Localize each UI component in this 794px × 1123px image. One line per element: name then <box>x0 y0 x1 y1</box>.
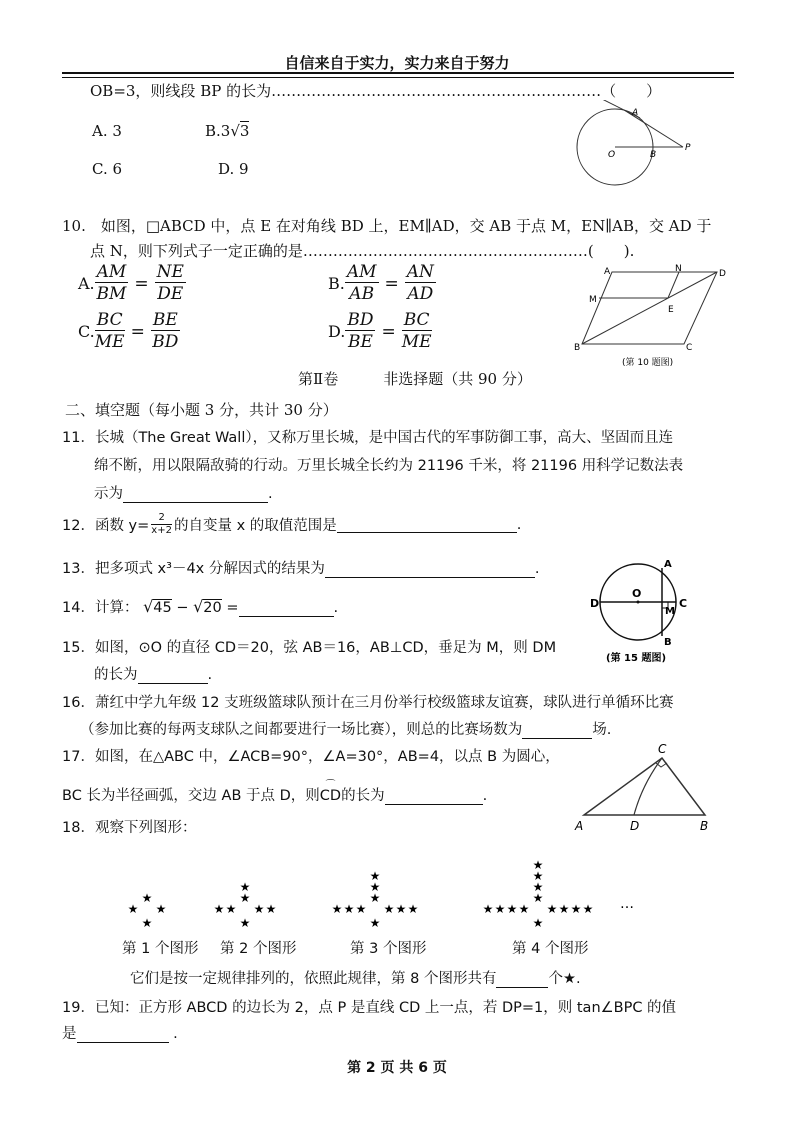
star-mark: ★ <box>383 902 395 916</box>
q16-line1: 16．萧红中学九年级 12 支班级篮球队预计在三月份举行校级篮球友谊赛，球队进行单循环比赛 <box>62 695 674 711</box>
q9-option-a: A. 3 <box>92 122 122 140</box>
header-rule-thin <box>62 77 734 78</box>
q12-line: 12．函数 y= $\frac{2}{x+2}$ 的自变量 x 的取值范围是 . <box>62 512 522 536</box>
star-mark: ★ <box>532 869 544 883</box>
q9-option-b: B.3√3 <box>205 122 250 140</box>
star-mark: ★ <box>532 880 544 894</box>
q10-option-d: D. $\frac{BD}{BE}$ = $\frac{BC}{ME}$ <box>328 310 432 352</box>
q18-caption-1: 第 1 个图形 <box>122 941 199 957</box>
svg-text:N: N <box>675 264 682 274</box>
star-mark: ★ <box>213 902 225 916</box>
section-2-title: 第Ⅱ卷 非选择题（共 90 分） <box>298 370 532 388</box>
star-mark: ★ <box>494 902 506 916</box>
ellipsis: … <box>620 896 634 912</box>
q14-line: 14．计算： √45 − √20 = . <box>62 597 339 616</box>
svg-text:B: B <box>574 343 581 353</box>
star-mark: ★ <box>155 902 167 916</box>
svg-text:P: P <box>685 143 691 153</box>
star-mark: ★ <box>369 880 381 894</box>
star-mark: ★ <box>343 902 355 916</box>
star-mark: ★ <box>239 891 251 905</box>
q11-line3: 示为 . <box>94 486 273 502</box>
q10-option-b: B. $\frac{AM}{AB}$ = $\frac{AN}{AD}$ <box>328 262 434 304</box>
star-mark: ★ <box>532 891 544 905</box>
svg-text:C: C <box>686 343 693 353</box>
q13-line: 13．把多项式 x³－4x 分解因式的结果为 . <box>62 561 540 577</box>
q17-line2: BC 长为半径画弧，交边 AB 于点 D，则 ⌒ CD的长为 . <box>62 780 488 804</box>
q10-option-c: C. $\frac{BC}{ME}$ = $\frac{BE}{BD}$ <box>78 310 179 352</box>
svg-text:B: B <box>650 150 657 160</box>
star-mark: ★ <box>558 902 570 916</box>
svg-text:O: O <box>632 587 642 600</box>
star-mark: ★ <box>141 916 153 930</box>
star-mark: ★ <box>546 902 558 916</box>
star-mark: ★ <box>518 902 530 916</box>
q10-option-a: A. $\frac{AM}{BM}$ = $\frac{NE}{DE}$ <box>78 262 184 304</box>
q11-line1: 11．长城（The Great Wall），又称万里长城，是中国古代的军事防御工事，高大、坚固而且连 <box>62 430 674 446</box>
q18-caption-2: 第 2 个图形 <box>220 941 297 957</box>
q10-line2: 点 N，则下列式子一定正确的是…………………………………………………( ). <box>90 242 635 260</box>
star-mark: ★ <box>355 902 367 916</box>
q16-line2: （参加比赛的每两支球队之间都要进行一场比赛），则总的比赛场数为 场. <box>80 722 612 738</box>
q15-circle-figure <box>588 557 698 667</box>
star-mark: ★ <box>506 902 518 916</box>
svg-text:D: D <box>590 597 600 610</box>
q18-caption-4: 第 4 个图形 <box>512 941 589 957</box>
q11-line2: 绵不断，用以限隔敌骑的行动。万里长城全长约为 21196 千米，将 21196 用科学记数法表 <box>94 458 684 474</box>
svg-text:M: M <box>665 606 675 617</box>
star-mark: ★ <box>407 902 419 916</box>
star-mark: ★ <box>331 902 343 916</box>
svg-text:D: D <box>630 819 640 833</box>
star-mark: ★ <box>532 916 544 930</box>
star-mark: ★ <box>369 916 381 930</box>
svg-text:(第 10 题图): (第 10 题图) <box>622 358 674 368</box>
svg-text:C: C <box>679 597 688 610</box>
svg-text:B: B <box>664 637 672 648</box>
q17-line1: 17．如图，在△ABC 中，∠ACB=90°，∠A=30°，AB=4，以点 B 为圆心， <box>62 749 560 765</box>
q9-stem: OB=3，则线段 BP 的长为…………………………………………………………（ ） <box>90 82 662 100</box>
svg-text:(第 15 题图): (第 15 题图) <box>606 653 667 664</box>
star-mark: ★ <box>395 902 407 916</box>
svg-text:A: A <box>632 108 639 118</box>
star-mark: ★ <box>141 891 153 905</box>
part-2-title: 二、填空题（每小题 3 分，共计 30 分） <box>65 401 338 419</box>
star-mark: ★ <box>265 902 277 916</box>
q10-parallelogram-figure <box>572 262 732 372</box>
page-footer: 第 2 页 共 6 页 <box>347 1060 447 1076</box>
star-mark: ★ <box>532 858 544 872</box>
q15-line2: 的长为 . <box>94 667 213 683</box>
svg-text:E: E <box>668 305 674 315</box>
q18-title: 18．观察下列图形： <box>62 820 197 836</box>
q15-line1: 15．如图，⊙O 的直径 CD＝20，弦 AB＝16，AB⊥CD，垂足为 M，则 DM <box>62 640 557 656</box>
q19-line2: 是 . <box>62 1026 178 1042</box>
q10-line1: 10. 如图，□ABCD 中，点 E 在对角线 BD 上，EM∥AD，交 AB 于点 M，EN∥AB，交 AD 于 <box>62 217 712 235</box>
svg-text:B: B <box>700 819 709 833</box>
q9-option-c: C. 6 <box>92 160 123 178</box>
svg-text:C: C <box>658 742 667 756</box>
svg-text:A: A <box>664 559 672 570</box>
svg-text:A: A <box>604 267 611 277</box>
q9-option-d: D. 9 <box>218 160 249 178</box>
star-mark: ★ <box>582 902 594 916</box>
star-mark: ★ <box>239 916 251 930</box>
svg-text:A: A <box>575 819 584 833</box>
q18-star-pattern <box>100 840 660 940</box>
svg-text:D: D <box>719 269 726 279</box>
star-mark: ★ <box>239 880 251 894</box>
q18-caption-3: 第 3 个图形 <box>350 941 427 957</box>
q17-triangle-figure <box>572 740 712 835</box>
star-mark: ★ <box>482 902 494 916</box>
header-rule-thick <box>62 72 734 74</box>
star-mark: ★ <box>369 869 381 883</box>
q18-conclusion: 它们是按一定规律排列的，依照此规律，第 8 个图形共有 个★. <box>130 971 581 987</box>
star-mark: ★ <box>253 902 265 916</box>
svg-text:O: O <box>608 150 616 160</box>
svg-text:M: M <box>589 295 597 305</box>
q9-circle-figure <box>570 100 700 195</box>
star-mark: ★ <box>127 902 139 916</box>
star-mark: ★ <box>570 902 582 916</box>
page-header: 自信来自于实力，实力来自于努力 <box>284 54 510 72</box>
star-mark: ★ <box>225 902 237 916</box>
star-mark: ★ <box>369 891 381 905</box>
q19-line1: 19．已知：正方形 ABCD 的边长为 2，点 P 是直线 CD 上一点，若 DP=1，则 tan∠BPC 的值 <box>62 1000 677 1016</box>
